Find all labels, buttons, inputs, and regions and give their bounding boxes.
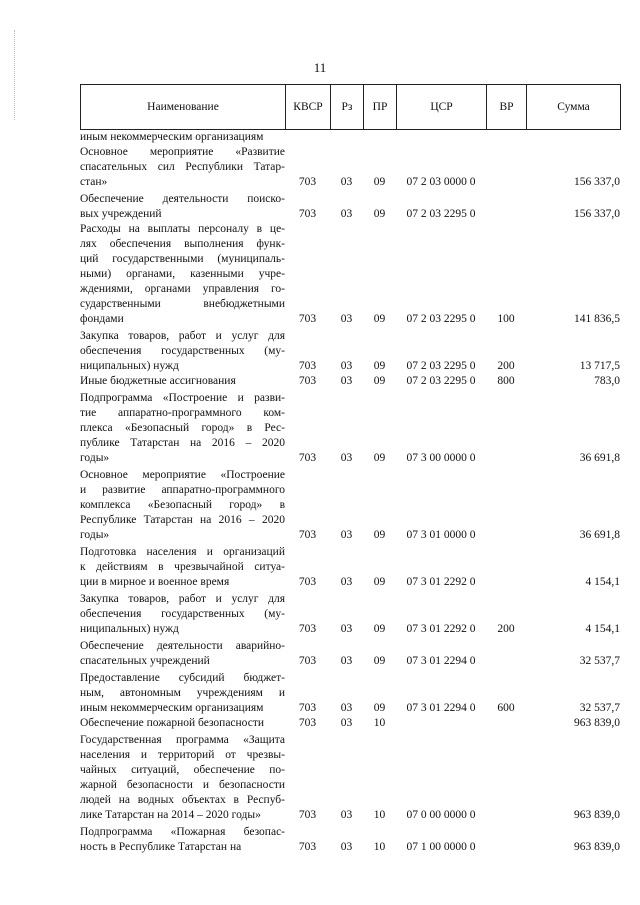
row-vr: 200 bbox=[497, 623, 515, 635]
row-name bbox=[80, 671, 285, 716]
row-name bbox=[80, 391, 285, 466]
row-kvsr: 703 bbox=[298, 360, 317, 372]
table-row bbox=[80, 733, 620, 823]
row-name bbox=[80, 374, 285, 389]
table-row bbox=[80, 145, 620, 190]
row-sum: 36 691,8 bbox=[579, 529, 620, 541]
row-pr: 09 bbox=[373, 375, 386, 387]
row-pr: 09 bbox=[373, 452, 386, 464]
budget-rows bbox=[80, 130, 620, 855]
row-name bbox=[80, 733, 285, 823]
row-csr: 07 0 00 0000 0 bbox=[406, 809, 476, 821]
table-row bbox=[80, 329, 620, 374]
row-name-line: Обеспечение деятельности поиско- bbox=[80, 193, 285, 205]
row-name-line: лях обеспечения выполнения функ- bbox=[80, 238, 285, 250]
row-kvsr: 703 bbox=[298, 623, 317, 635]
table-row bbox=[80, 468, 620, 543]
row-name-line: ниципальных) нужд bbox=[80, 360, 179, 372]
row-name-line: обеспечения государственных (му- bbox=[80, 608, 285, 620]
row-name-line: ниципальных) нужд bbox=[80, 623, 179, 635]
row-name-line: Республике Татарстан на 2016 – 2020 bbox=[80, 514, 285, 526]
row-rz: 03 bbox=[340, 313, 353, 325]
row-csr: 07 2 03 2295 0 bbox=[406, 313, 476, 325]
row-name-line: иным некоммерческим организациям bbox=[80, 702, 264, 714]
row-name bbox=[80, 545, 285, 590]
row-name-line: вых учреждений bbox=[80, 208, 162, 220]
row-csr: 07 2 03 2295 0 bbox=[406, 375, 476, 387]
row-sum: 963 839,0 bbox=[574, 841, 620, 853]
row-name-line: к действиям в чрезвычайной ситуа- bbox=[80, 561, 285, 573]
row-sum: 4 154,1 bbox=[585, 623, 620, 635]
row-csr: 07 3 01 0000 0 bbox=[406, 529, 476, 541]
row-name-line: Предоставление субсидий бюджет- bbox=[80, 672, 285, 684]
row-sum: 783,0 bbox=[594, 375, 620, 387]
row-pr: 10 bbox=[373, 841, 386, 853]
row-rz: 03 bbox=[340, 360, 353, 372]
row-name-line: Подпрограмма «Пожарная безопас- bbox=[80, 826, 285, 838]
row-name-line: населения и территорий от чрезвы- bbox=[80, 749, 285, 761]
row-name-line: Основное мероприятие «Развитие bbox=[80, 146, 285, 158]
row-name-line: Закупка товаров, работ и услуг для bbox=[80, 593, 285, 605]
row-sum: 963 839,0 bbox=[574, 717, 620, 729]
row-name-line: сударственными внебюджетными bbox=[80, 298, 285, 310]
row-vr: 200 bbox=[497, 360, 515, 372]
row-name-line: стан» bbox=[80, 176, 108, 188]
header-sum: Сумма bbox=[527, 85, 621, 130]
row-name-line: чайных ситуаций, обеспечение по- bbox=[80, 764, 285, 776]
row-kvsr: 703 bbox=[298, 717, 317, 729]
row-kvsr: 703 bbox=[298, 841, 317, 853]
table-row bbox=[80, 592, 620, 637]
row-name-line: комплекса «Безопасный город» в bbox=[80, 499, 285, 511]
table-row bbox=[80, 391, 620, 466]
row-name-line: Основное мероприятие «Построение bbox=[80, 469, 285, 481]
row-rz: 03 bbox=[340, 623, 353, 635]
row-pr: 09 bbox=[373, 576, 386, 588]
row-csr: 07 2 03 2295 0 bbox=[406, 360, 476, 372]
row-name-line: обеспечения государственных (му- bbox=[80, 345, 285, 357]
row-name-line: лике Татарстан на 2014 – 2020 годы» bbox=[80, 809, 261, 821]
row-rz: 03 bbox=[340, 176, 353, 188]
row-csr: 07 2 03 2295 0 bbox=[406, 208, 476, 220]
row-name-line: иным некоммерческим организациям bbox=[80, 131, 264, 143]
row-pr: 09 bbox=[373, 702, 386, 714]
row-rz: 03 bbox=[340, 702, 353, 714]
row-name-line: фондами bbox=[80, 313, 124, 325]
table-row bbox=[80, 545, 620, 590]
row-sum: 32 537,7 bbox=[579, 655, 620, 667]
row-vr: 600 bbox=[497, 702, 515, 714]
row-rz: 03 bbox=[340, 375, 353, 387]
row-kvsr: 703 bbox=[298, 313, 317, 325]
row-rz: 03 bbox=[340, 452, 353, 464]
row-name bbox=[80, 222, 285, 327]
row-kvsr: 703 bbox=[298, 809, 317, 821]
row-name-line: Расходы на выплаты персоналу в це- bbox=[80, 223, 285, 235]
row-name bbox=[80, 329, 285, 374]
row-rz: 03 bbox=[340, 208, 353, 220]
row-pr: 09 bbox=[373, 529, 386, 541]
row-csr: 07 3 01 2294 0 bbox=[406, 702, 476, 714]
row-name bbox=[80, 716, 285, 731]
row-sum: 36 691,8 bbox=[579, 452, 620, 464]
table-row bbox=[80, 374, 620, 389]
row-csr: 07 2 03 0000 0 bbox=[406, 176, 476, 188]
row-rz: 03 bbox=[340, 841, 353, 853]
row-pr: 09 bbox=[373, 360, 386, 372]
row-name bbox=[80, 468, 285, 543]
row-pr: 09 bbox=[373, 623, 386, 635]
row-name-line: публике Татарстан на 2016 – 2020 bbox=[80, 437, 285, 449]
table-row bbox=[80, 130, 620, 145]
table-row bbox=[80, 716, 620, 731]
row-sum: 963 839,0 bbox=[574, 809, 620, 821]
table-row bbox=[80, 671, 620, 716]
row-rz: 03 bbox=[340, 655, 353, 667]
table-header bbox=[80, 84, 621, 130]
row-name-line: ным, автономным учреждениям и bbox=[80, 687, 285, 699]
row-name-line: спасательных учреждений bbox=[80, 655, 210, 667]
row-pr: 10 bbox=[373, 809, 386, 821]
row-kvsr: 703 bbox=[298, 208, 317, 220]
row-sum: 13 717,5 bbox=[579, 360, 620, 372]
row-name bbox=[80, 592, 285, 637]
row-name bbox=[80, 825, 285, 855]
row-name-line: спасательных сил Республики Татар- bbox=[80, 161, 285, 173]
header-rz: Рз bbox=[331, 85, 364, 130]
row-name-line: Подготовка населения и организаций bbox=[80, 546, 285, 558]
row-pr: 09 bbox=[373, 655, 386, 667]
row-sum: 4 154,1 bbox=[585, 576, 620, 588]
row-kvsr: 703 bbox=[298, 529, 317, 541]
header-name: Наименование bbox=[81, 85, 286, 130]
row-kvsr: 703 bbox=[298, 702, 317, 714]
table-row bbox=[80, 825, 620, 855]
table-row bbox=[80, 222, 620, 327]
row-kvsr: 703 bbox=[298, 576, 317, 588]
row-name-line: ными) органами, казенными учре- bbox=[80, 268, 285, 280]
row-csr: 07 3 00 0000 0 bbox=[406, 452, 476, 464]
row-name-line: тие аппаратно-программного ком- bbox=[80, 407, 285, 419]
row-name-line: Государственная программа «Защита bbox=[80, 734, 285, 746]
header-vr: ВР bbox=[487, 85, 527, 130]
row-name bbox=[80, 130, 285, 145]
row-vr: 800 bbox=[497, 375, 515, 387]
row-name-line: и развитие аппаратно-программного bbox=[80, 484, 285, 496]
header-kvsr: КВСР bbox=[286, 85, 331, 130]
row-kvsr: 703 bbox=[298, 452, 317, 464]
row-sum: 156 337,0 bbox=[574, 176, 620, 188]
row-rz: 03 bbox=[340, 717, 353, 729]
table-row bbox=[80, 192, 620, 222]
row-name-line: Обеспечение пожарной безопасности bbox=[80, 717, 265, 729]
row-sum: 32 537,7 bbox=[579, 702, 620, 714]
row-sum: 156 337,0 bbox=[574, 208, 620, 220]
row-csr: 07 3 01 2294 0 bbox=[406, 655, 476, 667]
row-rz: 03 bbox=[340, 576, 353, 588]
row-name-line: ность в Республике Татарстан на bbox=[80, 841, 242, 853]
row-pr: 10 bbox=[373, 717, 386, 729]
row-pr: 09 bbox=[373, 313, 386, 325]
header-csr: ЦСР bbox=[397, 85, 487, 130]
row-kvsr: 703 bbox=[298, 176, 317, 188]
row-name bbox=[80, 145, 285, 190]
row-pr: 09 bbox=[373, 176, 386, 188]
row-name bbox=[80, 639, 285, 669]
row-name-line: Подпрограмма «Построение и разви- bbox=[80, 392, 285, 404]
table-row bbox=[80, 639, 620, 669]
row-name-line: жарной безопасности и безопасности bbox=[80, 779, 285, 791]
row-pr: 09 bbox=[373, 208, 386, 220]
row-name-line: плекса «Безопасный город» в Рес- bbox=[80, 422, 285, 434]
row-name-line: Закупка товаров, работ и услуг для bbox=[80, 330, 285, 342]
row-kvsr: 703 bbox=[298, 375, 317, 387]
row-name-line: людей на водных объектах в Респуб- bbox=[80, 794, 285, 806]
row-name bbox=[80, 192, 285, 222]
row-csr: 07 3 01 2292 0 bbox=[406, 623, 476, 635]
row-name-line: ждениями, органами управления го- bbox=[80, 283, 285, 295]
row-name-line: Иные бюджетные ассигнования bbox=[80, 375, 236, 387]
row-kvsr: 703 bbox=[298, 655, 317, 667]
row-rz: 03 bbox=[340, 809, 353, 821]
row-name-line: ции в мирное и военное время bbox=[80, 576, 230, 588]
row-rz: 03 bbox=[340, 529, 353, 541]
row-csr: 07 3 01 2292 0 bbox=[406, 576, 476, 588]
row-sum: 141 836,5 bbox=[574, 313, 620, 325]
row-name-line: Обеспечение деятельности аварийно- bbox=[80, 640, 285, 652]
row-name-line: годы» bbox=[80, 529, 110, 541]
row-name-line: ций государственными (муниципаль- bbox=[80, 253, 285, 265]
page-number: 11 bbox=[313, 60, 327, 75]
row-vr: 100 bbox=[497, 313, 515, 325]
header-pr: ПР bbox=[364, 85, 397, 130]
row-name-line: годы» bbox=[80, 452, 110, 464]
row-csr: 07 1 00 0000 0 bbox=[406, 841, 476, 853]
